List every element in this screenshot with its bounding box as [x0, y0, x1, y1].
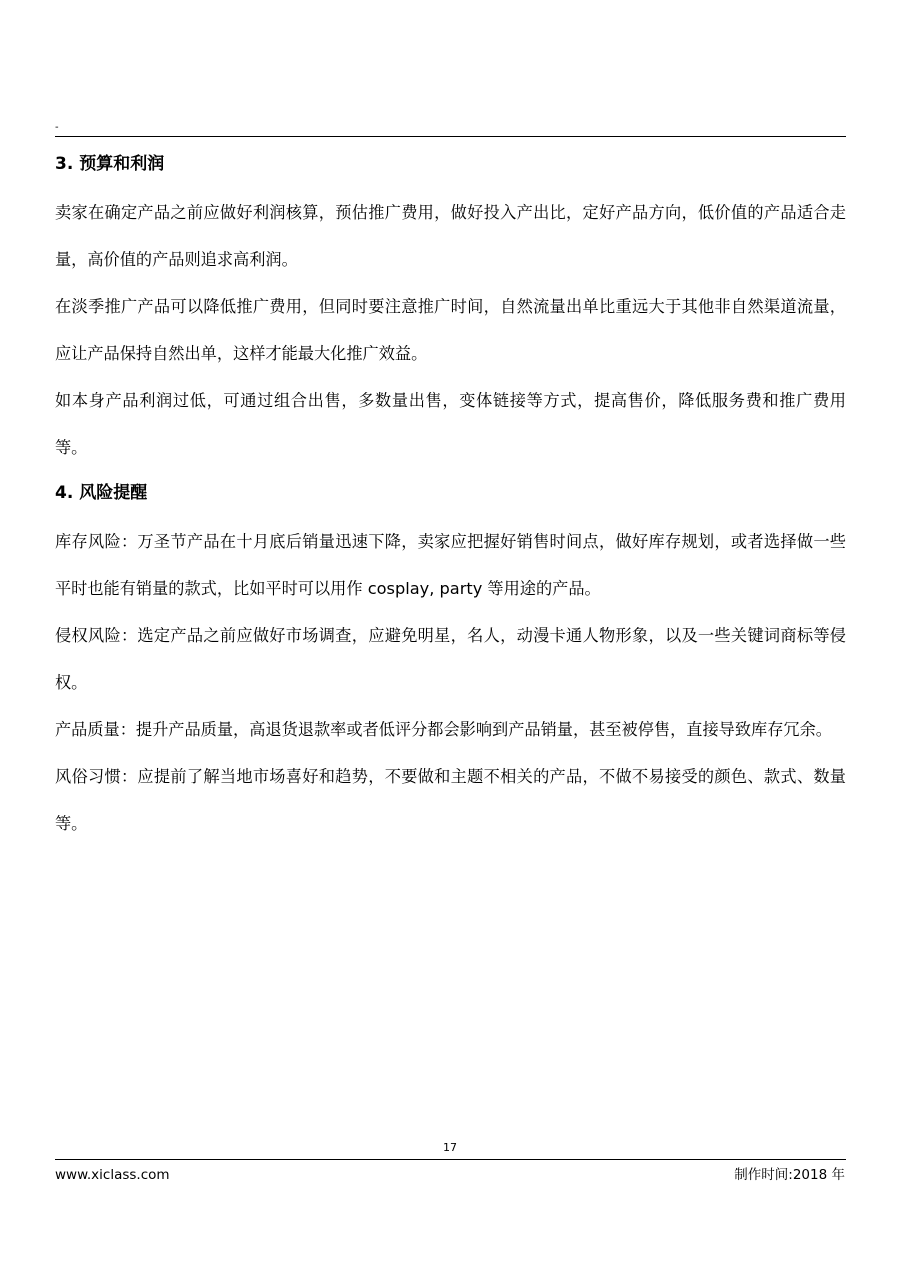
- paragraph: 产品质量：提升产品质量，高退货退款率或者低评分都会影响到产品销量，甚至被停售，直接导致库存冗余。: [55, 720, 832, 739]
- footer-website: www.xiclass.com: [55, 1167, 170, 1183]
- paragraph: 如本身产品利润过低，可通过组合出售，多数量出售，变体链接等方式，提高售价，降低服务费和推广费用等。: [55, 391, 846, 457]
- footer-rule: [55, 1159, 846, 1160]
- paragraph: 在淡季推广产品可以降低推广费用，但同时要注意推广时间，自然流量出单比重远大于其他非自然渠道流量，应让产品保持自然出单，这样才能最大化推广效益。: [55, 297, 846, 363]
- section-heading: 3. 预算和利润: [55, 154, 165, 174]
- footer-date: 制作时间:2018 年: [734, 1167, 845, 1183]
- paragraph: 卖家在确定产品之前应做好利润核算，预估推广费用，做好投入产出比，定好产品方向，低价值的产品适合走量，高价值的产品则追求高利润。: [55, 203, 846, 269]
- section-heading: 4. 风险提醒: [55, 483, 148, 503]
- header-rule: [55, 136, 846, 137]
- header-mark: -: [55, 122, 59, 133]
- page-number: 17: [443, 1141, 457, 1154]
- paragraph: 侵权风险：选定产品之前应做好市场调查，应避免明星，名人，动漫卡通人物形象，以及一些关键词商标等侵权。: [55, 626, 846, 692]
- paragraph: 风俗习惯：应提前了解当地市场喜好和趋势，不要做和主题不相关的产品，不做不易接受的颜色、款式、数量等。: [55, 767, 846, 833]
- paragraph: 库存风险：万圣节产品在十月底后销量迅速下降，卖家应把握好销售时间点，做好库存规划，或者选择做一些平时也能有销量的款式，比如平时可以用作 cosplay, party 等用途的产品。: [55, 532, 846, 598]
- section-risk-warning: [55, 471, 846, 847]
- section-budget-profit: [55, 142, 846, 471]
- document-body: [55, 142, 846, 847]
